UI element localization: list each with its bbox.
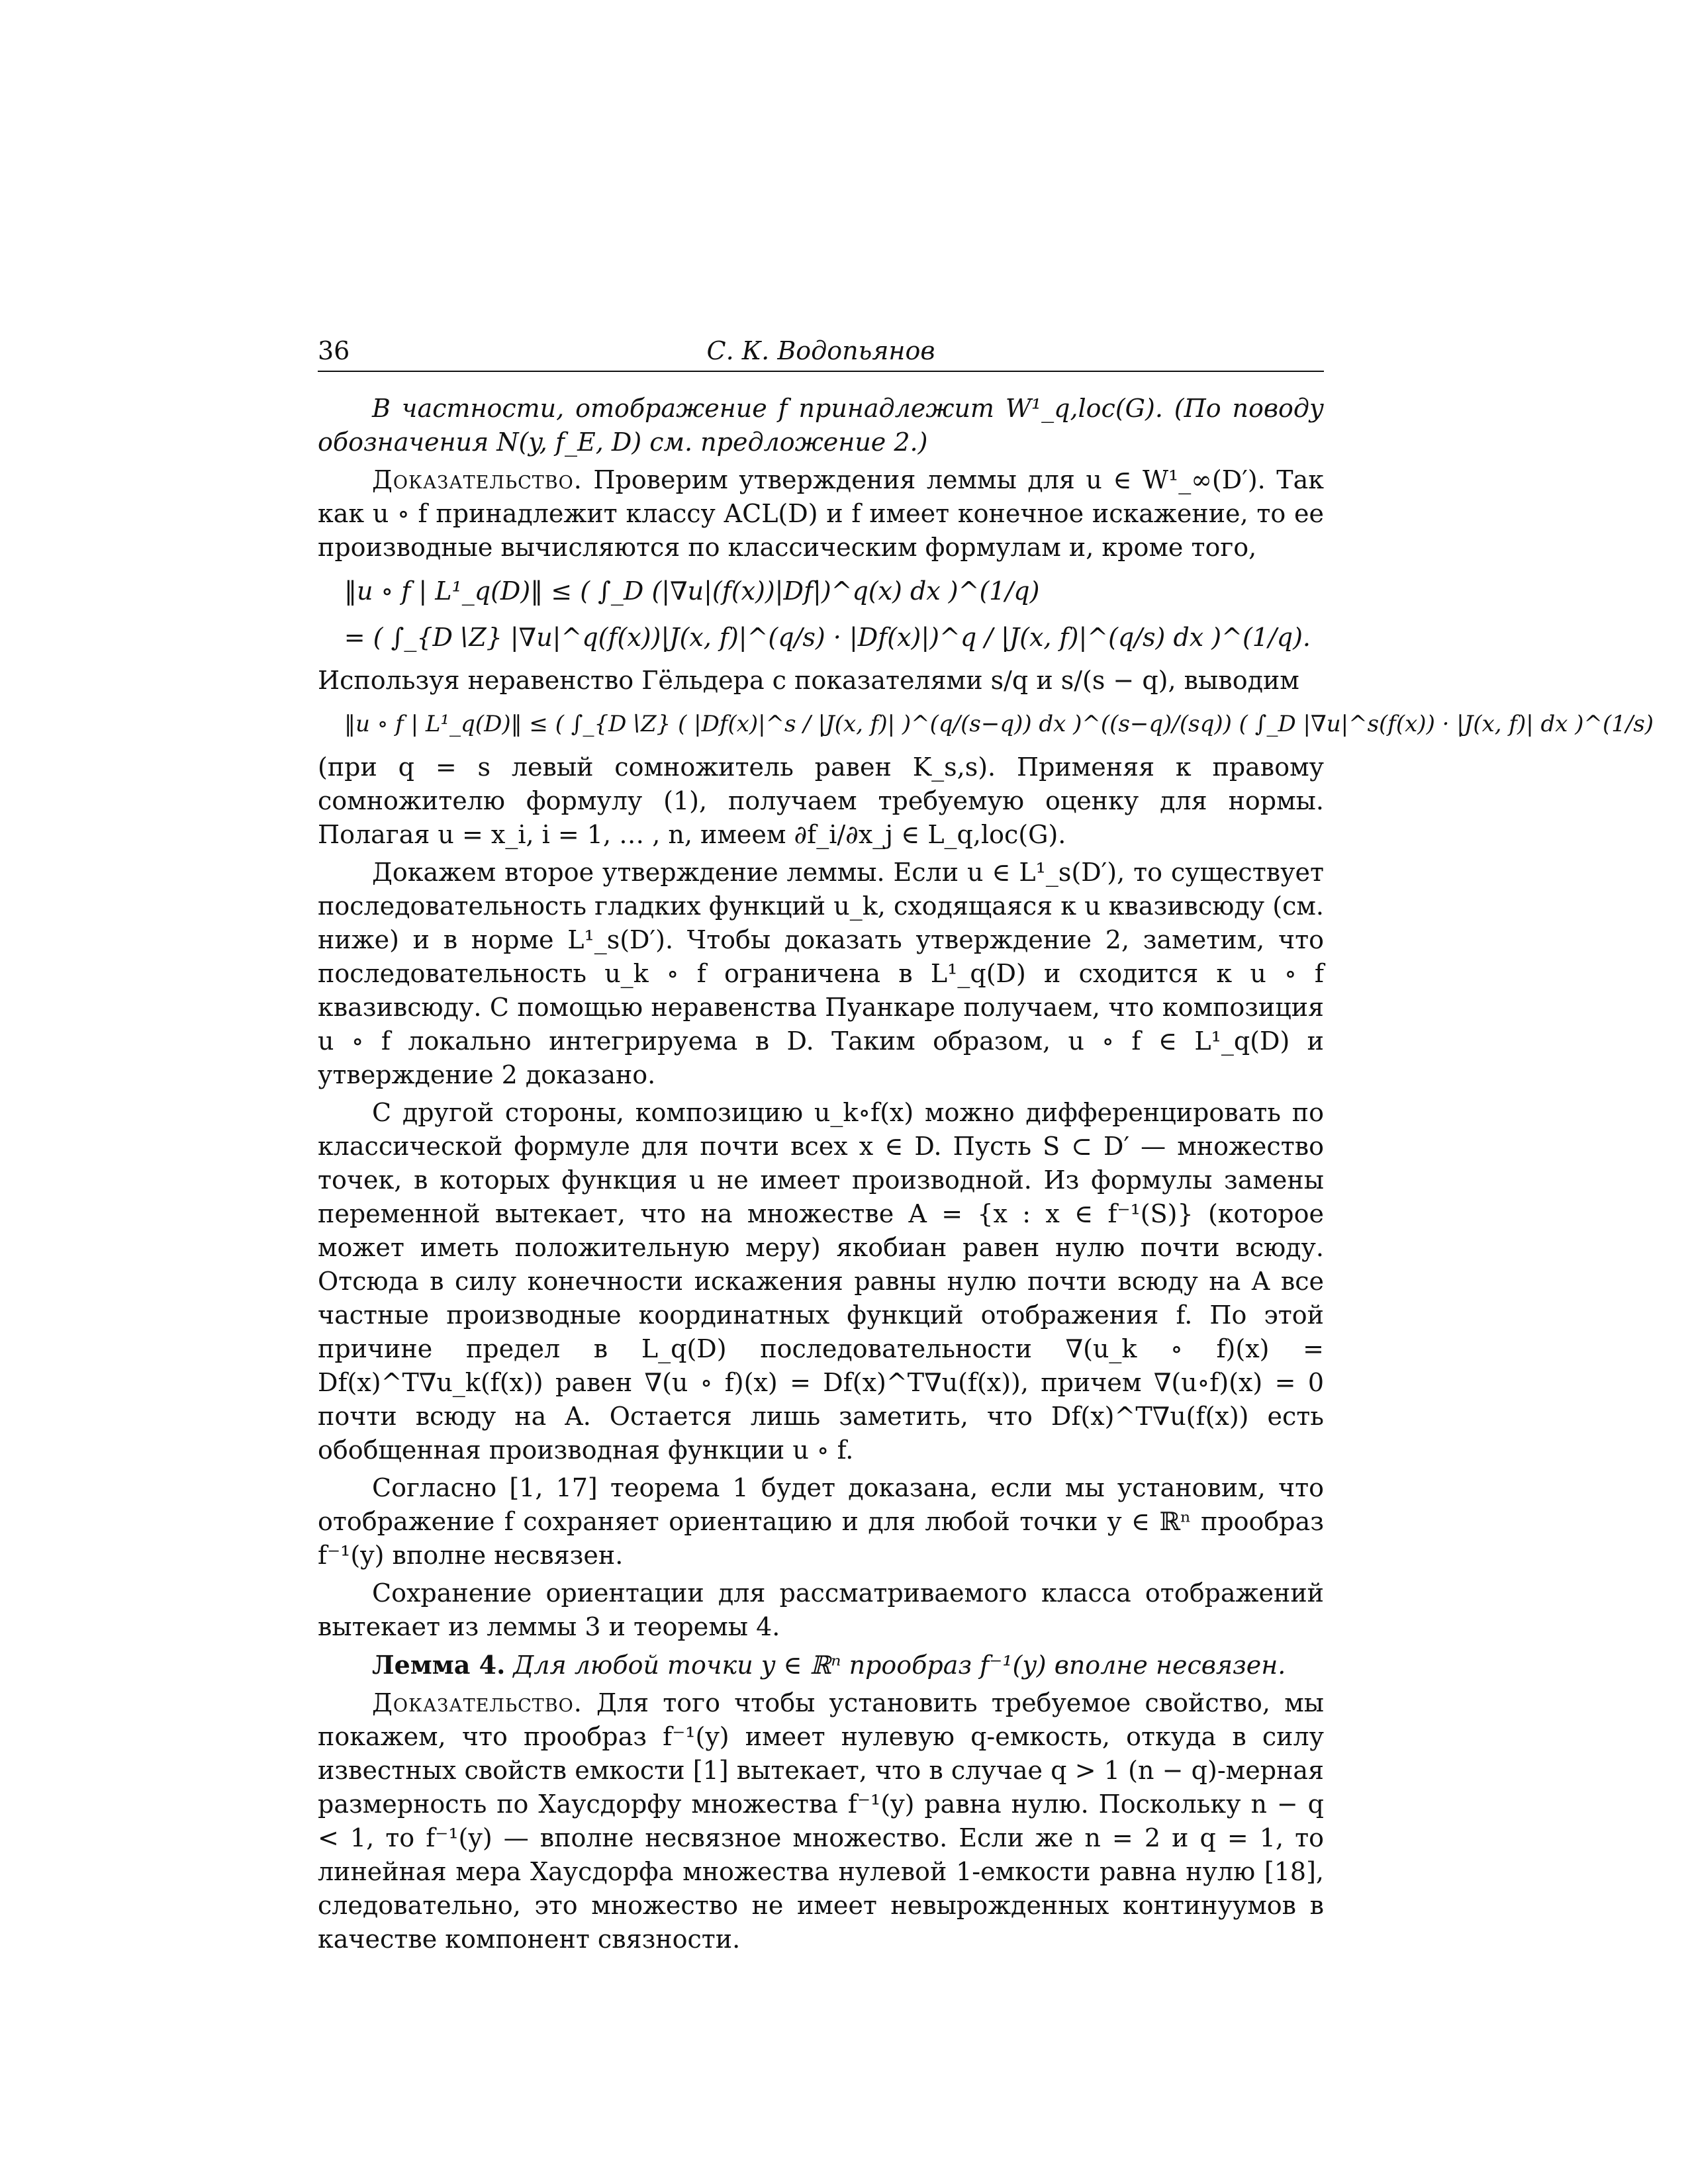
paragraph-6: С другой стороны, композицию u_k∘f(x) можно дифференцировать по классической формуле для почти всех x ∈ D. Пусть S ⊂ D′ — множество точек, в которых функция u не имеет производной. Из формулы замены переменной вытекает, что на множестве A = {x : x ∈ f⁻¹(S)} (которое может иметь положительную меру) якобиан равен нулю почти всюду. Отсюда в силу конечности искажения равны нулю почти всюду на A все частные производные координатных функций отображения f. По этой причине предел в L_q(D) последовательности ∇(u_k ∘ f)(x) = Df(x)^T∇u_k(f(x)) равен ∇(u ∘ f)(x) = Df(x)^T∇u(f(x)), причем ∇(u∘f)(x) = 0 почти всюду на A. Остается лишь заметить, что Df(x)^T∇u(f(x)) есть обобщенная производная функции u ∘ f.	[318, 1098, 1324, 1465]
paragraph-holder: Используя неравенство Гёльдера с показателями s/q и s/(s − q), выводим	[318, 666, 1299, 695]
page-header	[318, 331, 1324, 372]
proof-paragraph-1	[318, 463, 1324, 565]
proof-text-2: Для того чтобы установить требуемое свойство, мы покажем, что прообраз f⁻¹(y) имеет нулевую q-емкость, откуда в силу известных свойств емкости [1] вытекает, что в случае q > 1 (n − q)-мерная размерность по Хаусдорфу множества f⁻¹(y) равна нулю. Поскольку n − q < 1, то f⁻¹(y) — вполне несвязное множество. Если же n = 2 и q = 1, то линейная мера Хаусдорфа множества нулевой 1-емкости равна нулю [18], следовательно, это множество не имеет невырожденных континуумов в качестве компонент связности.	[318, 1688, 1324, 1954]
proof-text: Проверим утверждения леммы для u ∈ W¹_∞(D′). Так как u ∘ f принадлежит классу ACL(D) и f имеет конечное искажение, то ее производные вычисляются по классическим формулам и, кроме того,	[318, 465, 1324, 562]
formula-1: ‖u ∘ f | L¹_q(D)‖ ≤ ( ∫_D (|∇u|(f(x))|Df|)^q(x) dx )^(1/q)	[344, 576, 1040, 606]
paragraph-1: В частности, отображение f принадлежит W¹_q,loc(G). (По поводу обозначения N(y, f_E, D) см. предложение 2.)	[318, 394, 1324, 457]
page	[318, 331, 1654, 1960]
proof-label: Доказательство.	[372, 465, 583, 494]
proof-paragraph-2	[318, 1686, 1324, 1956]
formula-2: = ( ∫_{D∖Z} |∇u|^q(f(x))|J(x, f)|^(q/s) · |Df(x)|)^q / |J(x, f)|^(q/s) dx )^(1/q).	[344, 623, 1311, 652]
paragraph-8: Сохранение ориентации для рассматриваемого класса отображений вытекает из леммы 3 и теоремы 4.	[318, 1578, 1324, 1641]
paragraph-5: Докажем второе утверждение леммы. Если u ∈ L¹_s(D′), то существует последовательность гладких функций u_k, сходящаяся к u квазивсюду (см. ниже) и в норме L¹_s(D′). Чтобы доказать утверждение 2, заметим, что последовательность u_k ∘ f ограничена в L¹_q(D) и сходится к u ∘ f квазивсюду. С помощью неравенства Пуанкаре получаем, что композиция u ∘ f локально интегрируема в D. Таким образом, u ∘ f ∈ L¹_q(D) и утверждение 2 доказано.	[318, 858, 1324, 1089]
paragraph-7: Согласно [1, 17] теорема 1 будет доказана, если мы установим, что отображение f сохраняет ориентацию и для любой точки y ∈ ℝⁿ прообраз f⁻¹(y) вполне несвязен.	[318, 1473, 1324, 1570]
lemma-label: Лемма 4.	[372, 1650, 506, 1680]
lemma-4	[318, 1648, 1324, 1682]
formula-3: ‖u ∘ f | L¹_q(D)‖ ≤ ( ∫_{D∖Z} ( |Df(x)|^s / |J(x, f)| )^(q/(s−q)) dx )^((s−q)/(sq)) ( ∫_D |∇u|^s(f(x)) · |J(x, f)| dx )^(1/s)	[344, 711, 1654, 737]
page-body	[318, 392, 1654, 1956]
page-number: 36	[318, 336, 350, 365]
lemma-text: Для любой точки y ∈ ℝⁿ прообраз f⁻¹(y) вполне несвязен.	[505, 1651, 1286, 1680]
running-head: С. К. Водопьянов	[706, 336, 935, 365]
proof-label-2: Доказательство.	[372, 1688, 583, 1717]
paragraph-4: (при q = s левый сомножитель равен K_s,s). Применяя к правому сомножителю формулу (1), получаем требуемую оценку для нормы. Полагая u = x_i, i = 1, … , n, имеем ∂f_i/∂x_j ∈ L_q,loc(G).	[318, 752, 1324, 849]
